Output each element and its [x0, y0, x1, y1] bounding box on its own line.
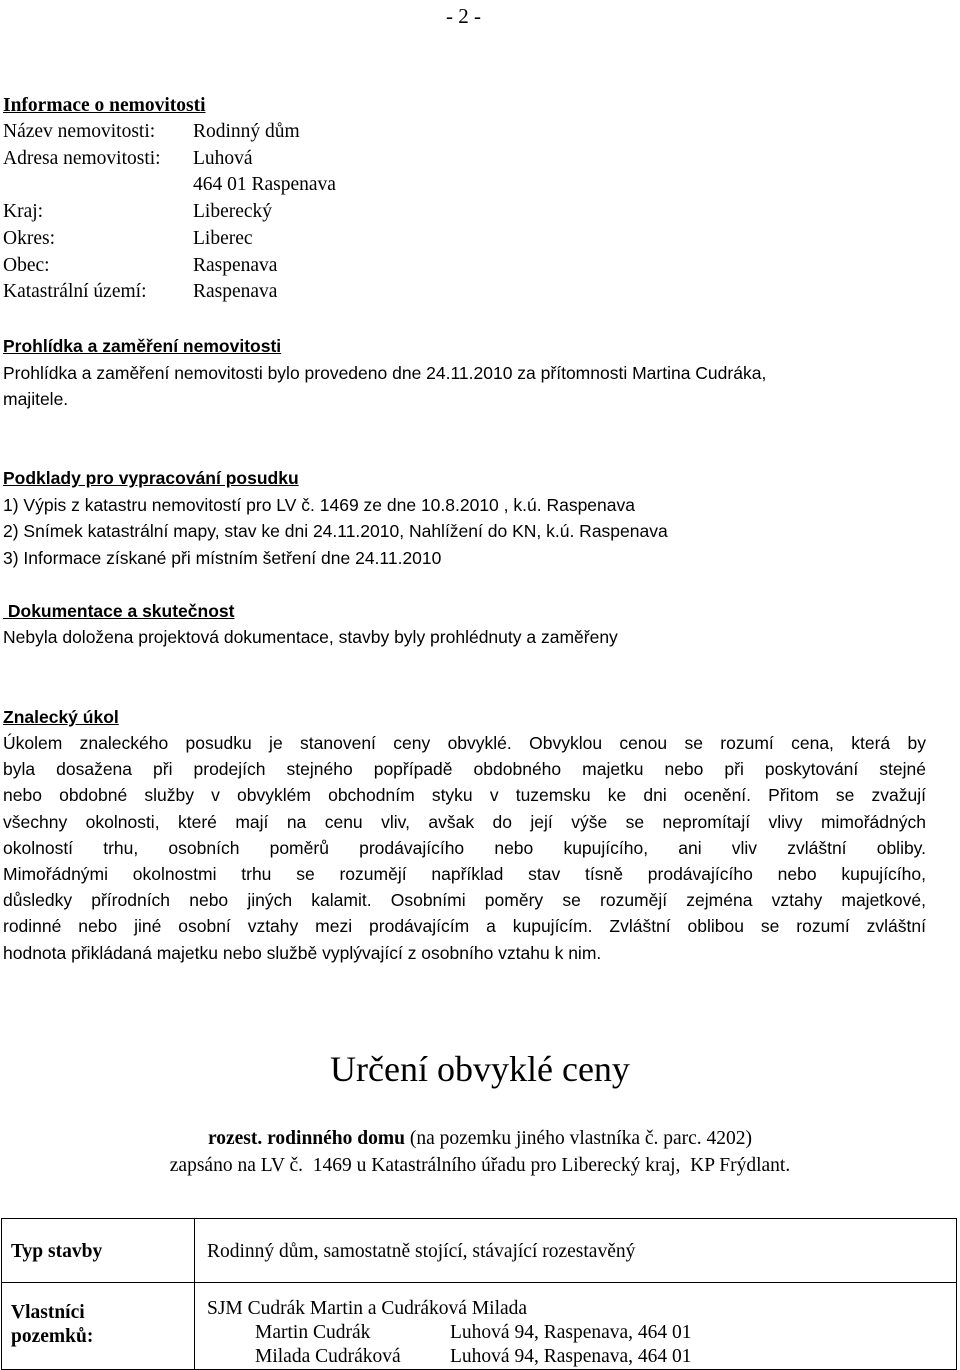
property-info-heading: Informace o nemovitosti: [3, 95, 206, 116]
inspection-text-line-2: majitele.: [3, 389, 69, 409]
region-label: Kraj:: [3, 201, 44, 222]
source-item-3: 3) Informace získané při místním šetření dne 24.11.2010: [3, 548, 442, 568]
owner-address: Luhová 94, Raspenava, 464 01: [450, 1346, 692, 1367]
building-info-table: [1, 1218, 957, 1370]
building-type-value: Rodinný dům, samostatně stojící, stávající rozestavěný: [207, 1241, 636, 1262]
region-row: [0, 201, 600, 227]
inspection-text-line-1: Prohlídka a zaměření nemovitosti bylo provedeno dne 24.11.2010 za přítomnosti Martina Cudráka,: [3, 363, 767, 383]
page-number: - 2 -: [446, 4, 481, 28]
task-line: hodnota přikládaná majetku nebo službě vyplývající z osobního vztahu k nim.: [3, 942, 602, 963]
district-value: Liberec: [193, 228, 253, 249]
property-address-label: Adresa nemovitosti:: [3, 148, 161, 169]
building-type-row: [2, 1219, 957, 1283]
documentation-heading: Dokumentace a skutečnost: [3, 601, 235, 621]
task-heading: Znalecký úkol: [3, 707, 119, 727]
cadastral-area-value: Raspenava: [193, 281, 278, 302]
task-line: byla dosažena při prodejích stejného popřípadě obdobného majetku nebo při poskytování stejné: [3, 759, 926, 780]
land-owners-label: [11, 1283, 194, 1355]
property-name-row: [0, 121, 600, 147]
building-type-label-cell: [2, 1219, 195, 1283]
property-address-city-value: 464 01 Raspenava: [193, 174, 336, 195]
task-line: okolností trhu, osobních poměrů prodávajícího nebo kupujícího, ani vliv zvláštní obliby.: [3, 837, 926, 858]
property-address-value: Luhová: [193, 148, 253, 169]
owner-row: [207, 1321, 956, 1345]
source-item-2: 2) Snímek katastrální mapy, stav ke dni 24.11.2010, Nahlížení do KN, k.ú. Raspenava: [3, 521, 668, 541]
land-owners-label-line-1: Vlastníci: [11, 1302, 85, 1323]
valuation-subject: [0, 1128, 960, 1150]
cadastral-area-label: Katastrální území:: [3, 281, 147, 302]
valuation-title: Určení obvyklé ceny: [330, 1049, 630, 1089]
task-line: všechny okolnosti, které mají na cenu vliv, avšak do její výše se nepromítají vlivy mimořádných: [3, 811, 926, 832]
land-owners-values: [207, 1283, 956, 1369]
valuation-registry: zapsáno na LV č. 1469 u Katastrálního úřadu pro Liberecký kraj, KP Frýdlant.: [169, 1155, 791, 1176]
valuation-subject-rest: (na pozemku jiného vlastníka č. parc. 4202): [404, 1128, 753, 1149]
task-line: Úkolem znaleckého posudku je stanovení ceny obvyklé. Obvyklou cenou se rozumí cena, která by: [3, 733, 926, 753]
inspection-heading: Prohlídka a zaměření nemovitosti: [3, 336, 282, 356]
district-row: [0, 228, 600, 254]
municipality-row: [0, 255, 600, 281]
task-paragraph: [3, 730, 926, 966]
documentation-text: Nebyla doložena projektová dokumentace, stavby byly prohlédnuty a zaměřeny: [3, 627, 618, 647]
property-address-city-row: [0, 174, 600, 200]
task-line: nebo obdobné služby v obvyklém obchodním styku v tuzemsku ke dni ocenění. Přitom se zvažují: [3, 785, 926, 806]
owner-name: Milada Cudráková: [255, 1346, 401, 1367]
owners-header: SJM Cudrák Martin a Cudráková Milada: [207, 1298, 528, 1319]
land-owners-value-cell: [195, 1283, 957, 1370]
land-owners-label-line-2: pozemků:: [11, 1326, 94, 1347]
owner-row: [207, 1345, 956, 1369]
building-type-label: Typ stavby: [11, 1241, 103, 1262]
building-type-value-cell: [195, 1219, 957, 1283]
region-value: Liberecký: [193, 201, 273, 222]
municipality-label: Obec:: [3, 255, 50, 276]
owner-name: Martin Cudrák: [255, 1322, 371, 1343]
sources-heading: Podklady pro vypracování posudku: [3, 468, 299, 488]
municipality-value: Raspenava: [193, 255, 278, 276]
land-owners-row: [2, 1283, 957, 1370]
task-line: Mimořádnými okolnostmi trhu se rozumějí například stav tísně prodávajícího nebo kupujícího,: [3, 864, 926, 885]
source-item-1: 1) Výpis z katastru nemovitostí pro LV č. 1469 ze dne 10.8.2010 , k.ú. Raspenava: [3, 495, 635, 515]
land-owners-label-cell: [2, 1283, 195, 1370]
task-line: důsledky přírodních nebo jiných kalamit. Osobními poměry se rozumějí zejména vztahy majetkové,: [3, 890, 926, 911]
property-address-row: [0, 148, 600, 174]
valuation-subject-bold: rozest. rodinného domu: [207, 1128, 405, 1149]
task-line: rodinné nebo jiné osobní vztahy mezi prodávajícím a kupujícím. Zvláštní oblibou se rozumí zvláštní: [3, 916, 926, 937]
property-name-value: Rodinný dům: [193, 121, 300, 142]
district-label: Okres:: [3, 228, 55, 249]
property-name-label: Název nemovitosti:: [3, 121, 156, 142]
owner-address: Luhová 94, Raspenava, 464 01: [450, 1322, 692, 1343]
cadastral-area-row: [0, 281, 600, 307]
